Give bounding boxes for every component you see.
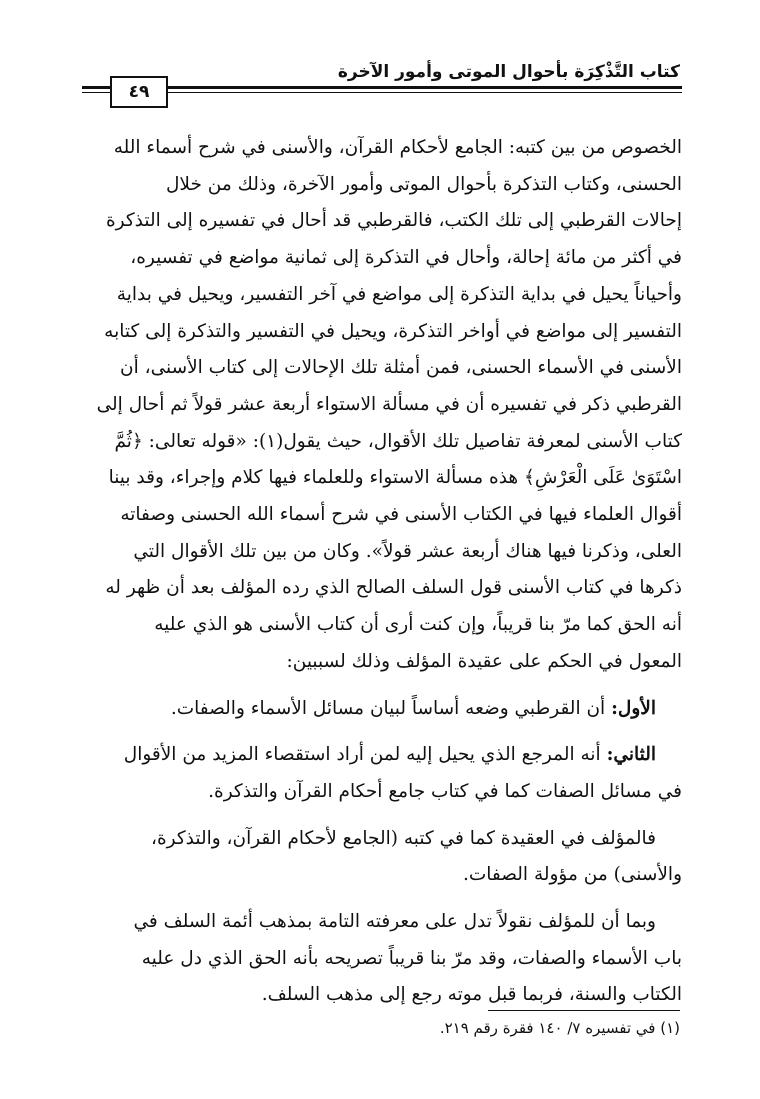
- text-line: [78, 691, 682, 728]
- text-line: الخصوص من بين كتبه: الجامع لأحكام القرآن، والأسنى في شرح أسماء الله: [113, 137, 682, 158]
- text-line: باب الأسماء والصفات، وقد مرّ بنا قريباً تصريحه بأنه الحق الذي دل عليه: [141, 947, 682, 969]
- page-number: ٤٩: [110, 76, 168, 108]
- text-line: القرطبي ذكر في تفسيره أن في مسألة الاستواء أربعة عشر قولاً ثم أحال إلى: [96, 393, 682, 415]
- text-line: أقوال العلماء فيها في الكتاب الأسنى في شرح أسماء الله الحسنى وصفاته: [120, 504, 682, 526]
- main-text: [78, 130, 682, 1014]
- text-line: اسْتَوَىٰ عَلَى الْعَرْشِ﴾ هذه مسألة الاستواء وللعلماء فيها كلام وإجراء، وقد بينا: [108, 467, 682, 489]
- text-line: وبما أن للمؤلف نقولاً تدل على معرفته التامة بمذهب أئمة السلف في: [133, 911, 656, 933]
- header-rule-top: [82, 86, 682, 89]
- footnote-divider: [488, 1010, 680, 1011]
- text-line: في أكثر من مائة إحالة، وأحال في التذكرة إلى ثمانية مواضع في تفسيره،: [130, 247, 682, 269]
- reason-second-lead: الثاني:: [606, 744, 656, 766]
- text-line: الكتاب والسنة، فربما قبل موته رجع إلى مذهب السلف.: [261, 984, 682, 1006]
- text-line: والأسنى) من مؤولة الصفات.: [462, 864, 682, 886]
- text-line: التفسير إلى مواضع في أواخر التذكرة، ويحيل في التفسير والتذكرة إلى كتابه: [104, 320, 682, 342]
- text-line: كتاب الأسنى لمعرفة تفاصيل تلك الأقوال، حيث يقول(١): «قوله تعالى: ﴿ثُمَّ: [114, 430, 682, 452]
- text-line: [78, 737, 682, 774]
- book-title: كتاب التَّذْكِرَة بأحوال الموتى وأمور الآخرة: [337, 62, 680, 82]
- text-line: إحالات القرطبي إلى تلك الكتب، فالقرطبي قد أحال في تفسيره إلى التذكرة: [105, 210, 682, 232]
- text-line: فالمؤلف في العقيدة كما في كتبه (الجامع لأحكام القرآن، والتذكرة،: [150, 827, 656, 849]
- reason-first: [78, 691, 682, 728]
- reason-first-text: أن القرطبي وضعه أساساً لبيان مسائل الأسماء والصفات.: [170, 697, 606, 719]
- paragraph-context: [78, 130, 682, 681]
- header-rule-bottom: [82, 92, 682, 93]
- text-line: المعول في الحكم على عقيدة المؤلف وذلك لسببين:: [286, 650, 682, 672]
- paragraph-final: [78, 904, 682, 1014]
- reason-first-lead: الأول:: [611, 697, 656, 719]
- paragraph-conclusion: [78, 821, 682, 894]
- reason-second-text: أنه المرجع الذي يحيل إليه لمن أراد استقصاء المزيد من الأقوال: [123, 744, 601, 766]
- text-line: الأسنى في الأسماء الحسنى، فمن أمثلة تلك الإحالات إلى كتاب الأسنى، أن: [120, 357, 682, 379]
- reason-second: [78, 737, 682, 810]
- footnote: (١) في تفسيره ٧/ ١٤٠ فقرة رقم ٢١٩.: [439, 1019, 680, 1037]
- text-line: في مسائل الصفات كما في كتاب جامع أحكام القرآن والتذكرة.: [208, 780, 682, 802]
- text-line: ذكرها في كتاب الأسنى قول السلف الصالح الذي رده المؤلف بعد أن ظهر له: [105, 577, 682, 599]
- text-line: أنه الحق كما مرّ بنا قريباً، وإن كنت أرى أن كتاب الأسنى هو الذي عليه: [154, 614, 682, 636]
- running-header: [82, 58, 682, 102]
- text-line: الحسنى، وكتاب التذكرة بأحوال الموتى وأمور الآخرة، وذلك من خلال: [165, 173, 682, 195]
- text-line: وأحياناً يحيل في بداية التذكرة إلى مواضع في آخر التفسير، ويحيل في بداية: [116, 283, 682, 305]
- text-line: العلى، وذكرنا فيها هناك أربعة عشر قولاً». وكان من بين تلك الأقوال التي: [133, 540, 682, 562]
